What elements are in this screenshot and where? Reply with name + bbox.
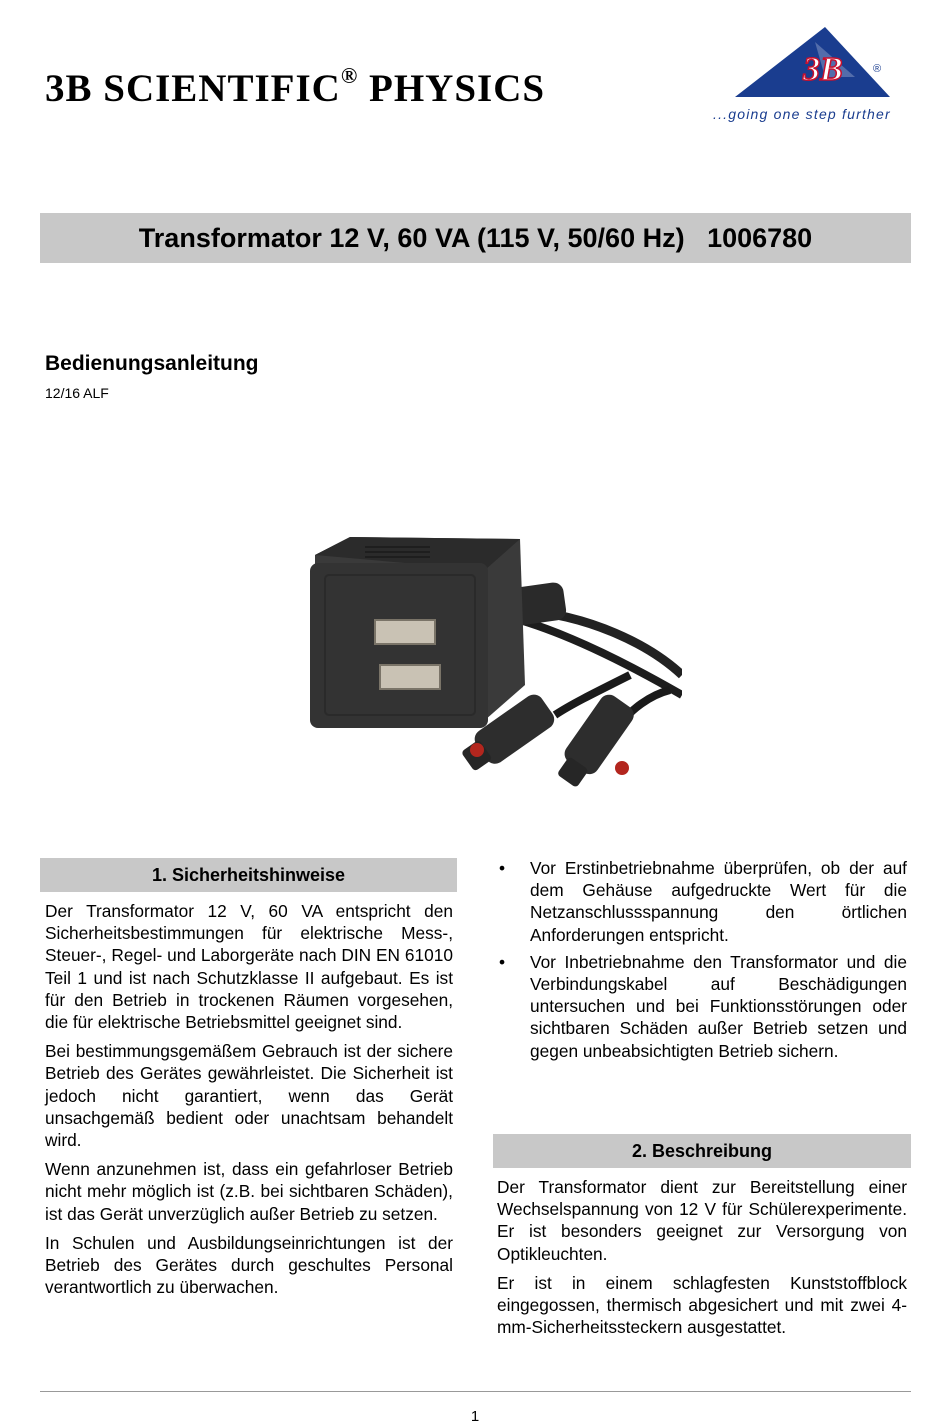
registered-mark: ® [340, 63, 359, 88]
section-1-paragraph: Wenn anzunehmen ist, dass ein gefahrloser Betrieb nicht mehr möglich ist (z.B. bei sichtbaren Schäden), ist das Gerät unverzüglich außer Betrieb zu setzen. [45, 1159, 453, 1224]
bullet-dot-icon: • [499, 951, 506, 972]
section-2-body [497, 1176, 907, 1345]
logo-reg: ® [873, 63, 882, 75]
section-2-bar [493, 1134, 911, 1168]
section-1-paragraph: Der Transformator 12 V, 60 VA entspricht den Sicherheitsbestimmungen für elektrische Mess-, Steuer-, Regel- und Laborgeräte nach DIN EN 61010 Teil 1 und ist nach Schutzklasse II aufgebaut. Es ist für den Betrieb in trockenen Räumen vorgesehen, die für elektrische Betriebsmittel geeignet sind. [45, 901, 453, 1033]
bullet-item [497, 951, 907, 1062]
logo-text: 3B [803, 51, 843, 88]
product-title-bar [40, 213, 911, 263]
brand-tail: PHYSICS [358, 67, 546, 110]
bullet-dot-icon: • [499, 858, 506, 878]
section-1-bar [40, 858, 457, 892]
page-number: 1 [470, 1408, 480, 1425]
footer-divider [40, 1391, 911, 1392]
section-1-body [45, 900, 453, 1305]
safety-bullets [497, 857, 907, 1067]
transformer-product-image [270, 525, 682, 810]
brand-title [45, 63, 546, 111]
bullet-text: Vor Inbetriebnahme den Transformator und die Verbindungskabel auf Beschädigungen untersuchen und bei Funktionsstörungen oder sichtbaren Schäden außer Betrieb setzen und gegen unbeabsichtigten Betrieb sichern. [530, 951, 907, 1061]
section-1-heading: 1. Sicherheitshinweise [151, 864, 346, 885]
3b-logo-icon [705, 22, 915, 132]
manual-code: 12/16 ALF [45, 385, 109, 401]
product-title: Transformator 12 V, 60 VA (115 V, 50/60 Hz) 1006780 [138, 222, 813, 253]
bullet-text: Vor Erstinbetriebnahme überprüfen, ob der auf dem Gehäuse aufgedruckte Wert für die Netzanschlussspannung den örtlichen Anforderungen entspricht. [530, 858, 907, 945]
brand-main: 3B SCIENTIFIC [45, 67, 341, 110]
section-1-paragraph: In Schulen und Ausbildungseinrichtungen ist der Betrieb des Gerätes durch geschultes Personal verantwortlich zu überwachen. [45, 1232, 453, 1298]
section-2-heading: 2. Beschreibung [631, 1140, 773, 1161]
logo-slogan: ...going one step further [713, 106, 891, 122]
manual-heading: Bedienungsanleitung [45, 352, 259, 375]
section-1-paragraph: Bei bestimmungsgemäßem Gebrauch ist der sichere Betrieb des Gerätes gewährleistet. Die Sicherheit ist jedoch nicht garantiert, wenn das Gerät unsachgemäß bedient oder unachtsam behandelt wird. [45, 1041, 453, 1151]
section-2-paragraph: Der Transformator dient zur Bereitstellung einer Wechselspannung von 12 V für Schülerexperimente. Er ist besonders geeignet zur Versorgung von Optikleuchten. [497, 1177, 907, 1264]
bullet-item [497, 857, 907, 946]
section-2-paragraph: Er ist in einem schlagfesten Kunststoffblock eingegossen, thermisch abgesichert und mit zwei 4-mm-Sicherheitssteckern ausgestattet. [497, 1272, 907, 1338]
